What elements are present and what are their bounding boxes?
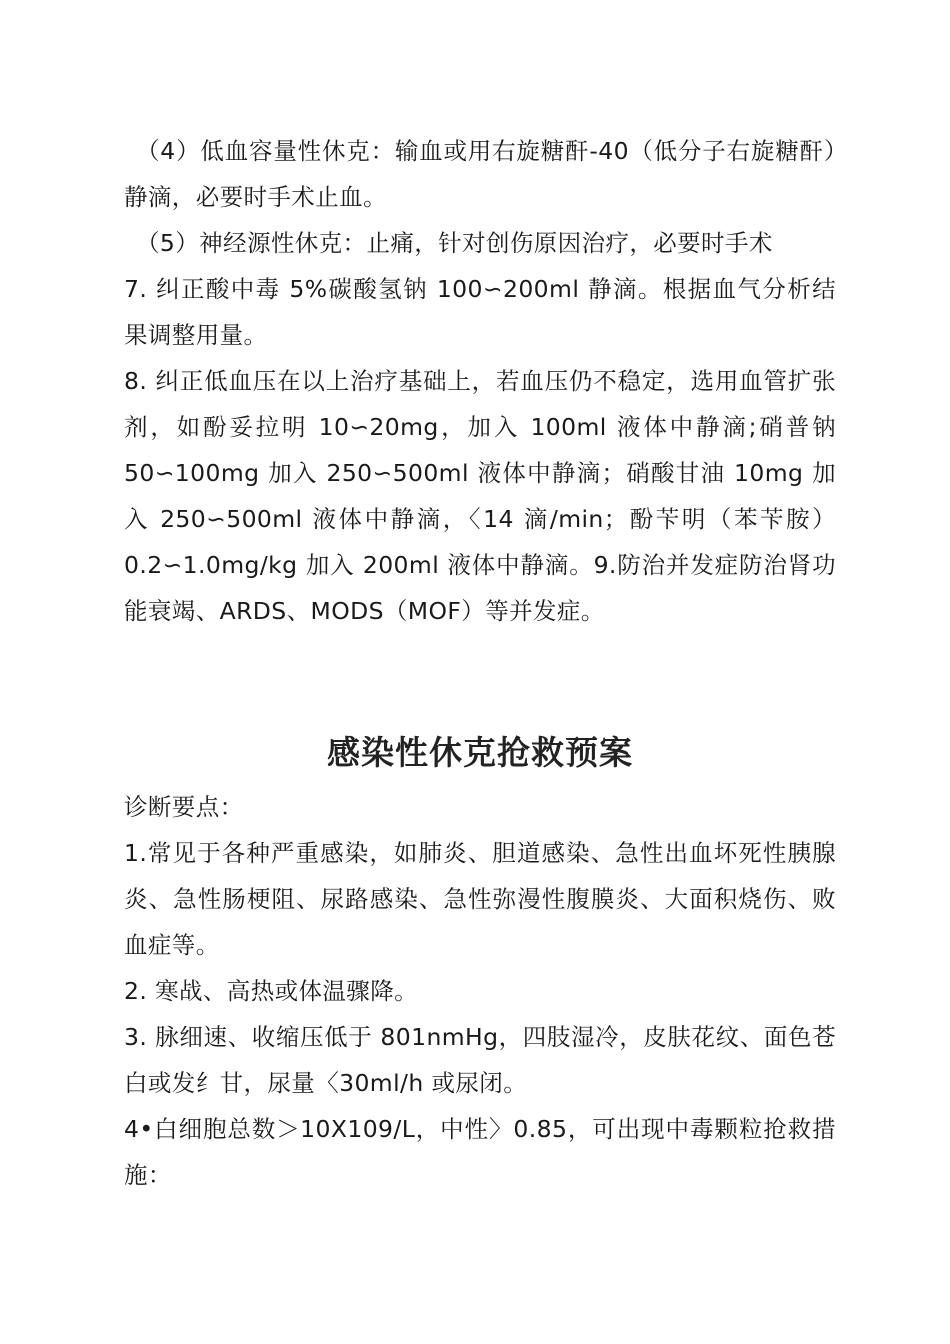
document-body	[124, 128, 836, 1198]
paragraph-diagnosis-item-2: 2. 寒战、高热或体温骤降。	[124, 977, 418, 1005]
paragraph-hypovolemic-shock: （4）低血容量性休克：输血或用右旋糖酐-40（低分子右旋糖酐）静滴，必要时手术止血。	[124, 137, 836, 211]
section-spacer	[124, 634, 836, 726]
paragraph-diagnosis-item-3: 3. 脉细速、收缩压低于 801nmHg，四肢湿冷，皮肤花纹、面色苍白或发纟甘，尿量〈30ml/h 或尿闭。	[124, 1023, 836, 1097]
paragraph-neurogenic-shock: （5）神经源性休克：止痛，针对创伤原因治疗，必要时手术	[136, 229, 773, 257]
paragraph-diagnosis-item-4: 4•白细胞总数＞10X109/L，中性〉0.85，可出现中毒颗粒抢救措施：	[124, 1115, 836, 1189]
section-title: 感染性休克抢救预案	[327, 733, 633, 772]
paragraph-diagnosis-heading: 诊断要点：	[124, 793, 244, 821]
paragraph-correct-hypotension: 8. 纠正低血压在以上治疗基础上，若血压仍不稳定，选用血管扩张剂，如酚妥拉明 10∽20mg，加入 100ml 液体中静滴;硝普钠 50∽100mg 加入 250∽500ml 液体中静滴；硝酸甘油 10mg 加入 250∽500ml 液体中静滴，〈14 滴/min；酚苄明（苯苄胺）0.2∽1.0mg/kg 加入 200ml 液体中静滴。9.防治并发症防治肾功能衰竭、ARDS、MODS（MOF）等并发症。	[124, 367, 836, 625]
paragraph-diagnosis-item-1: 1.常见于各种严重感染，如肺炎、胆道感染、急性出血坏死性胰腺炎、急性肠梗阻、尿路感染、急性弥漫性腹膜炎、大面积烧伤、败血症等。	[124, 839, 836, 959]
paragraph-correct-acidosis: 7. 纠正酸中毒 5%碳酸氢钠 100∽200ml 静滴。根据血气分析结果调整用量。	[124, 275, 836, 349]
